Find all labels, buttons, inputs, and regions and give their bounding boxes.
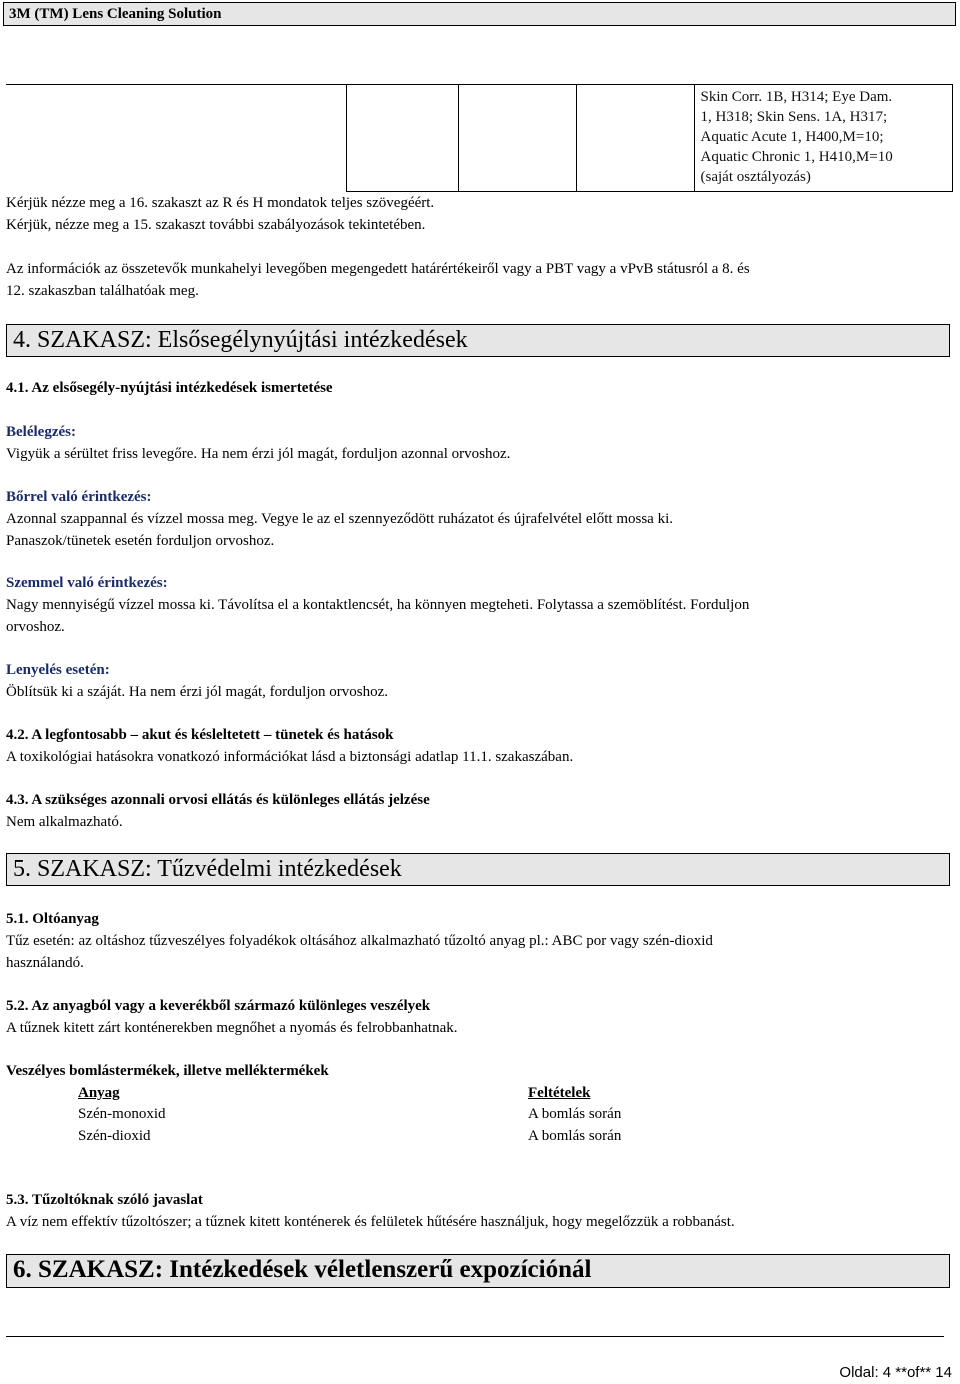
subsection-4-3-text: Nem alkalmazható. (6, 814, 123, 830)
eye-contact-heading: Szemmel való érintkezés: (6, 575, 168, 591)
table-cell (576, 85, 694, 192)
subsection-5-2-title: 5.2. Az anyagból vagy a keverékből származó különleges veszélyek (6, 998, 431, 1014)
eye-contact-text: orvoshoz. (6, 619, 65, 635)
subsection-5-1-text: Tűz esetén: az oltáshoz tűzveszélyes folyadékok oltásához alkalmazható tűzoltó anyag pl.: ABC por vagy szén-dioxid (6, 933, 713, 949)
exposure-info-line: 12. szakaszban találhatóak meg. (6, 283, 199, 299)
composition-note: Kérjük, nézze meg a 15. szakaszt további szabályozások tekintetében. (6, 217, 426, 233)
table-cell (6, 85, 346, 192)
table-row (6, 85, 952, 192)
decomposition-products-title: Veszélyes bomlástermékek, illetve melléktermékek (6, 1063, 329, 1079)
subsection-4-2-title: 4.2. A legfontosabb – akut és késleltetett – tünetek és hatások (6, 727, 394, 743)
section-4-heading: 4. SZAKASZ: Elsősegélynyújtási intézkedések (6, 324, 950, 357)
page-number: Oldal: 4 **of** 14 (839, 1364, 952, 1381)
classification-line: Aquatic Chronic 1, H410,M=10 (700, 149, 893, 165)
composition-note: Kérjük nézze meg a 16. szakaszt az R és H mondatok teljes szövegéért. (6, 195, 435, 211)
composition-table (6, 84, 953, 192)
decomposition-condition: A bomlás során (528, 1106, 622, 1122)
subsection-5-3-text: A víz nem effektív tűzoltószer; a tűznek kitett konténerek és felületek hűtésére használjuk, hogy megelőzzük a robbanást. (6, 1214, 735, 1230)
classification-line: Aquatic Acute 1, H400,M=10; (700, 129, 884, 145)
decomposition-condition: A bomlás során (528, 1128, 622, 1144)
skin-contact-heading: Bőrrel való érintkezés: (6, 489, 152, 505)
classification-line: 1, H318; Skin Sens. 1A, H317; (700, 109, 888, 125)
inhalation-text: Vigyük a sérültet friss levegőre. Ha nem érzi jól magát, forduljon azonnal orvoshoz. (6, 446, 511, 462)
footer-divider (6, 1336, 944, 1337)
table-cell (458, 85, 576, 192)
eye-contact-text: Nagy mennyiségű vízzel mossa ki. Távolítsa el a kontaktlencsét, ha könnyen megteheti. Folytassa a szemöblítést. Forduljon (6, 597, 750, 613)
subsection-5-2-text: A tűznek kitett zárt konténerekben megnőhet a nyomás és felrobbanhatnak. (6, 1020, 458, 1036)
exposure-info-line: Az információk az összetevők munkahelyi levegőben megengedett határértékeiről vagy a PBT vagy a vPvB státusról a 8. és (6, 261, 750, 277)
classification-cell (694, 85, 952, 192)
classification-line: Skin Corr. 1B, H314; Eye Dam. (700, 89, 893, 105)
skin-contact-text: Panaszok/tünetek esetén forduljon orvoshoz. (6, 533, 275, 549)
section-5-heading: 5. SZAKASZ: Tűzvédelmi intézkedések (6, 853, 950, 886)
ingestion-text: Öblítsük ki a száját. Ha nem érzi jól magát, forduljon orvoshoz. (6, 684, 388, 700)
decomposition-substance: Szén-dioxid (78, 1128, 151, 1144)
table-cell (346, 85, 458, 192)
subsection-4-3-title: 4.3. A szükséges azonnali orvosi ellátás és különleges ellátás jelzése (6, 792, 430, 808)
decomposition-substance: Szén-monoxid (78, 1106, 166, 1122)
section-6-heading: 6. SZAKASZ: Intézkedések véletlenszerű expozíciónál (6, 1254, 950, 1288)
ingestion-heading: Lenyelés esetén: (6, 662, 110, 678)
decomposition-header-conditions: Feltételek (528, 1085, 591, 1101)
inhalation-heading: Belélegzés: (6, 424, 76, 440)
subsection-5-1-title: 5.1. Oltóanyag (6, 911, 99, 927)
subsection-5-3-title: 5.3. Tűzoltóknak szóló javaslat (6, 1192, 203, 1208)
subsection-4-2-text: A toxikológiai hatásokra vonatkozó információkat lásd a biztonsági adatlap 11.1. szakaszában. (6, 749, 574, 765)
classification-line: (saját osztályozás) (700, 169, 811, 185)
subsection-5-1-text: használandó. (6, 955, 84, 971)
document-header: 3M (TM) Lens Cleaning Solution (3, 2, 956, 26)
decomposition-header-substance: Anyag (78, 1085, 120, 1101)
skin-contact-text: Azonnal szappannal és vízzel mossa meg. Vegye le az el szennyeződött ruházatot és újrafelvétel előtt mossa ki. (6, 511, 673, 527)
subsection-4-1-title: 4.1. Az elsősegély-nyújtási intézkedések ismertetése (6, 380, 333, 396)
